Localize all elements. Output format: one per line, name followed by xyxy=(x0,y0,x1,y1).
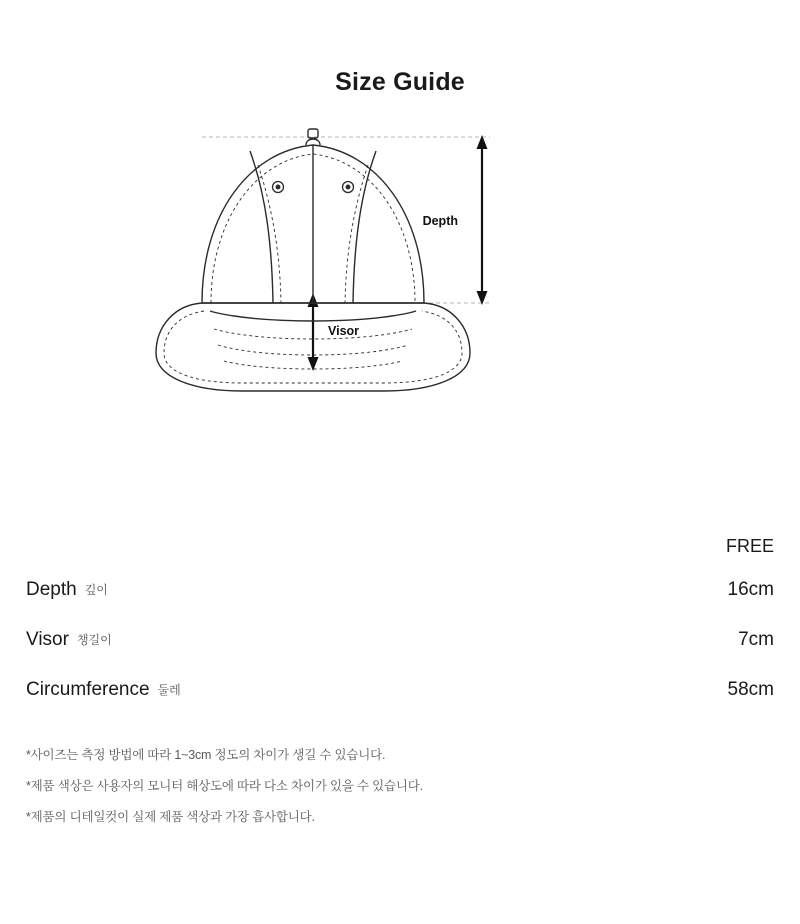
row-value-circumference: 58cm xyxy=(727,679,774,700)
table-row xyxy=(26,665,774,715)
cap-line-drawing xyxy=(90,115,710,445)
cap-diagram xyxy=(0,115,800,515)
note-line: *사이즈는 측정 방법에 따라 1~3cm 정도의 차이가 생길 수 있습니다. xyxy=(26,748,386,762)
row-label-kr: 둘레 xyxy=(157,683,181,697)
table-body xyxy=(26,565,774,715)
table-row xyxy=(26,615,774,665)
visor-label: Visor xyxy=(328,324,360,338)
header-size-free: FREE xyxy=(725,535,774,556)
row-label-kr: 챙길이 xyxy=(76,633,112,647)
row-label-kr: 깊이 xyxy=(84,583,108,597)
visor-arrow xyxy=(308,293,319,371)
row-label-depth xyxy=(26,565,400,615)
table-head xyxy=(26,527,774,565)
row-label-text: Depth xyxy=(26,579,77,600)
size-table-wrap xyxy=(26,527,774,715)
depth-label: Depth xyxy=(422,214,458,228)
header-blank xyxy=(26,527,400,565)
size-table xyxy=(26,527,774,715)
row-label-circumference xyxy=(26,665,400,715)
row-label-text: Circumference xyxy=(26,679,150,700)
row-value-depth: 16cm xyxy=(727,579,774,600)
note-line: *제품의 디테일컷이 실제 제품 색상과 가장 흡사합니다. xyxy=(26,810,315,824)
page-title: Size Guide xyxy=(335,68,465,96)
row-label-text: Visor xyxy=(26,629,69,650)
row-value-visor: 7cm xyxy=(738,629,774,650)
notes-section xyxy=(26,745,774,825)
note-line: *제품 색상은 사용자의 모니터 해상도에 따라 다소 차이가 있을 수 있습니다. xyxy=(26,779,423,793)
table-row xyxy=(26,565,774,615)
depth-arrow xyxy=(477,135,488,305)
row-label-visor xyxy=(26,615,400,665)
table-header-row xyxy=(26,527,774,565)
